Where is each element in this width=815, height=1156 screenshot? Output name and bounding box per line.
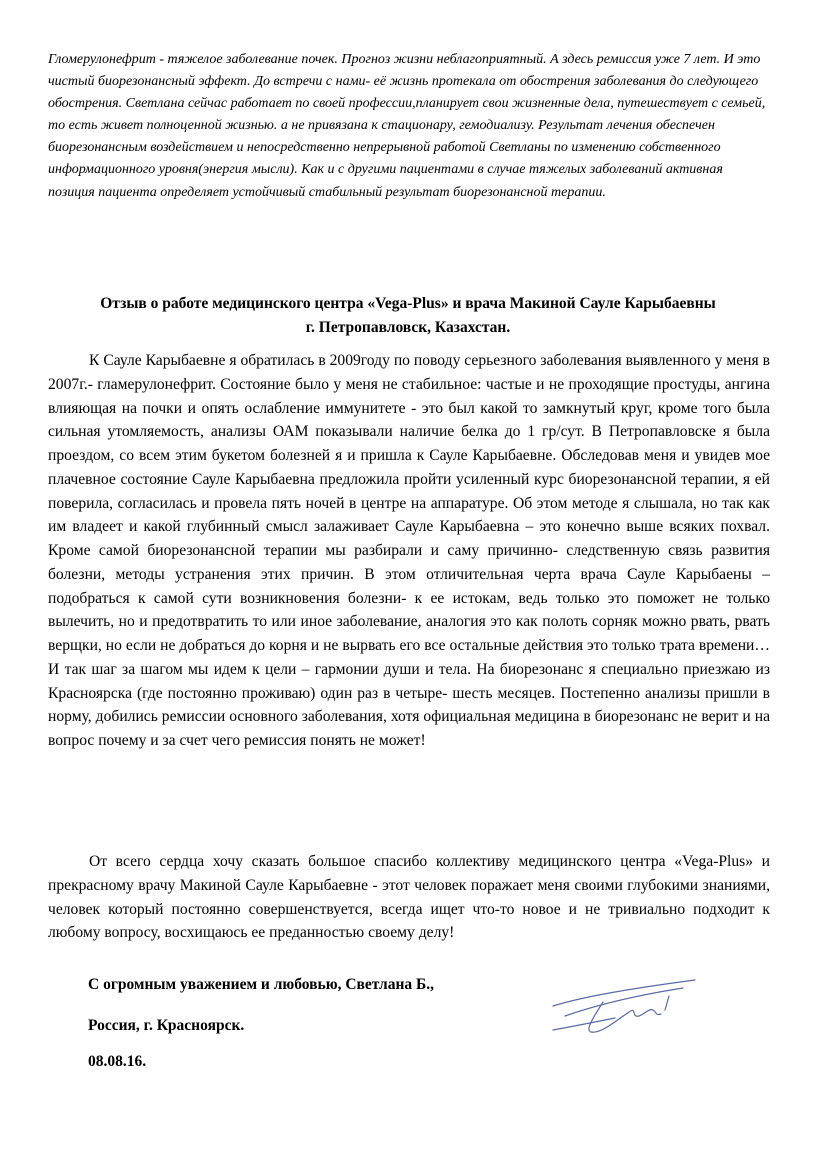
closing-location: Россия, г. Красноярск.: [88, 1017, 245, 1034]
closing-regards: С огромным уважением и любовью, Светлана Б.,: [88, 976, 435, 993]
closing-date: 08.08.16.: [88, 1053, 147, 1070]
review-title-line-1: Отзыв о работе медицинского центра «Vega-Plus» и врача Макиной Сауле Карыбаевны: [100, 295, 716, 312]
review-title-line-2: г. Петропавловск, Казахстан.: [305, 319, 511, 336]
review-title: [40, 292, 776, 340]
review-paragraph-2: От всего сердца хочу сказать большое спасибо коллективу медицинского центра «Vega-Plus» и прекрасному врачу Макиной Сауле Карыбаевне - этот человек поражает меня своими глубокими знаниями, человек который постоянно совершенствуется, всегда ищет что-то новое и не тривиально подходит к любому вопросу, восхищаюсь ее преданностью своему делу!: [48, 853, 770, 942]
handwritten-signature: [545, 966, 705, 1046]
intro-commentary: Гломерулонефрит - тяжелое заболевание почек. Прогноз жизни неблагоприятный. А здесь ремиссия уже 7 лет. И это чистый биорезонансный эффект. До встречи с нами- её жизнь протекала от обострения заболевания до следующего обострения. Светлана сейчас работает по своей профессии,планирует свои жизненные дела, путешествует с семьей, то есть живет полноценной жизнью. а не привязана к стационару, гемодиализу. Результат лечения обеспечен биорезонансным воздействием и непосредственно непрерывной работой Светланы по изменению собственного информационного уровня(энергия мысли). Как и с другими пациентами в случае тяжелых заболеваний активная позиция пациента определяет устойчивый стабильный результат биорезонансной терапии.: [48, 52, 766, 200]
review-paragraph-1: К Сауле Карыбаевне я обратилась в 2009году по поводу серьезного заболевания выявленного у меня в 2007г.- гламерулонефрит. Состояние было у меня не стабильное: частые и не проходящие простуды, ангина влияющая на почки и опять ослабление иммунитете - это был какой то замкнутый круг, кроме того была сильная утомляемость, анализы ОАМ показывали наличие белка до 1 гр/сут. В Петропавловске я была проездом, со всем этим букетом болезней я и пришла к Сауле Карыбаевне. Обследовав меня и увидев мое плачевное состояние Сауле Карыбаевна предложила пройти усиленный курс биорезонансной терапии, я ей поверила, согласилась и провела пять ночей в центре на аппаратуре. Об этом методе я слышала, но так как им владеет и какой глубинный смысл залаживает Сауле Карыбаевна – это конечно выше всяких похвал. Кроме самой биорезонансной терапии мы разбирали и саму причинно- следственную связь развития болезни, методы устранения этих причин. В этом отличительная черта врача Сауле Карыбаены –подобраться к самой сути возникновения болезни- к ее истокам, ведь только это поможет не только вылечить, но и предотвратить то или иное заболевание, аналогия это как полоть сорняк можно рвать, рвать верщки, но если не добраться до корня и не вырвать его все остальные действия это только трата времени…И так шаг за шагом мы идем к цели – гармонии души и тела. На биорезонанс я специально приезжаю из Красноярска (где постоянно проживаю) один раз в четыре- шесть месяцев. Постепенно анализы пришли в норму, добились ремиссии основного заболевания, хотя официальная медицина в биорезонанс не верит и на вопрос почему и за счет чего ремиссия понять не может!: [48, 352, 770, 749]
